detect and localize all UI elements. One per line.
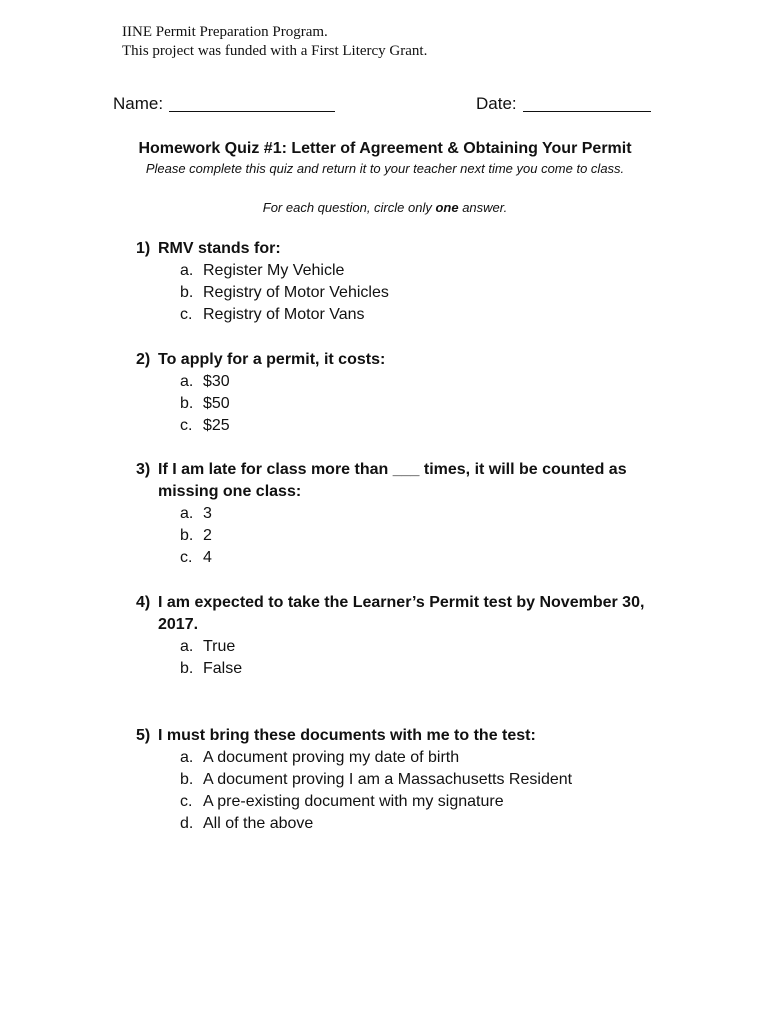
question-text: I must bring these documents with me to the test: (158, 727, 536, 744)
answer-option[interactable] (136, 503, 656, 525)
option-letter: b. (180, 527, 194, 544)
option-letter: c. (180, 549, 193, 566)
question-1 (136, 238, 656, 326)
option-letter: a. (180, 638, 194, 655)
name-label: Name: (113, 94, 164, 113)
option-text: 3 (203, 505, 212, 522)
answer-options (136, 260, 656, 326)
question-4 (136, 592, 656, 680)
option-letter: a. (180, 262, 194, 279)
instruction-text: For each question, circle only (262, 200, 436, 215)
answer-options (136, 636, 656, 680)
option-text: 2 (203, 527, 212, 544)
answer-option[interactable] (136, 769, 656, 791)
question-text: If I am late for class more than ___ times, it will be counted as missing one class: (158, 461, 627, 500)
option-text: Registry of Motor Vans (203, 306, 365, 323)
question-2 (136, 349, 656, 437)
question-5 (136, 725, 656, 835)
date-field (476, 93, 651, 115)
question-stem (136, 725, 656, 747)
question-number: 3) (136, 461, 151, 478)
option-text: $25 (203, 417, 230, 434)
instruction-emphasis: one (435, 200, 459, 215)
answer-option[interactable] (136, 304, 656, 326)
answer-option[interactable] (136, 547, 656, 569)
option-text: A document proving I am a Massachusetts Resident (203, 771, 573, 788)
quiz-subtitle: Please complete this quiz and return it to your teacher next time you come to class. (145, 161, 625, 176)
option-letter: c. (180, 793, 193, 810)
answer-option[interactable] (136, 393, 656, 415)
answer-option[interactable] (136, 415, 656, 437)
option-text: A pre-existing document with my signature (203, 793, 504, 810)
program-name: IINE Permit Preparation Program. (122, 24, 328, 40)
question-text: RMV stands for: (158, 240, 281, 257)
question-stem (136, 459, 656, 503)
option-letter: a. (180, 749, 194, 766)
option-text: Registry of Motor Vehicles (203, 284, 389, 301)
date-label: Date: (476, 94, 517, 113)
option-letter: b. (180, 660, 194, 677)
answer-option[interactable] (136, 813, 656, 835)
option-letter: b. (180, 284, 194, 301)
option-text: A document proving my date of birth (203, 749, 460, 766)
answer-option[interactable] (136, 747, 656, 769)
name-blank-line (169, 95, 335, 112)
date-blank-line (523, 95, 651, 112)
question-number: 4) (136, 594, 151, 611)
funding-note: This project was funded with a First Litercy Grant. (122, 43, 428, 59)
option-letter: b. (180, 395, 194, 412)
option-letter: c. (180, 306, 193, 323)
option-letter: a. (180, 373, 194, 390)
name-field (113, 93, 335, 115)
answer-option[interactable] (136, 791, 656, 813)
quiz-title: Homework Quiz #1: Letter of Agreement & Obtaining Your Permit (138, 140, 632, 157)
answer-options (136, 747, 656, 835)
option-letter: b. (180, 771, 194, 788)
question-stem (136, 349, 656, 371)
instruction-suffix: answer. (458, 200, 508, 215)
question-stem (136, 238, 656, 260)
option-text: $50 (203, 395, 230, 412)
option-text: True (203, 638, 236, 655)
question-number: 5) (136, 727, 151, 744)
answer-option[interactable] (136, 282, 656, 304)
question-3 (136, 459, 656, 569)
option-letter: a. (180, 505, 194, 522)
option-text: $30 (203, 373, 230, 390)
option-letter: c. (180, 417, 193, 434)
answer-option[interactable] (136, 525, 656, 547)
answer-options (136, 371, 656, 437)
option-text: All of the above (203, 815, 314, 832)
option-letter: d. (180, 815, 194, 832)
answer-option[interactable] (136, 658, 656, 680)
question-text: To apply for a permit, it costs: (158, 351, 386, 368)
answer-option[interactable] (136, 371, 656, 393)
option-text: 4 (203, 549, 212, 566)
option-text: False (203, 660, 243, 677)
question-number: 2) (136, 351, 151, 368)
question-number: 1) (136, 240, 151, 257)
question-stem (136, 592, 656, 636)
answer-option[interactable] (136, 260, 656, 282)
answer-options (136, 503, 656, 569)
question-text: I am expected to take the Learner’s Permit test by November 30, 2017. (158, 594, 645, 633)
answer-option[interactable] (136, 636, 656, 658)
option-text: Register My Vehicle (203, 262, 345, 279)
quiz-instruction (0, 199, 770, 217)
